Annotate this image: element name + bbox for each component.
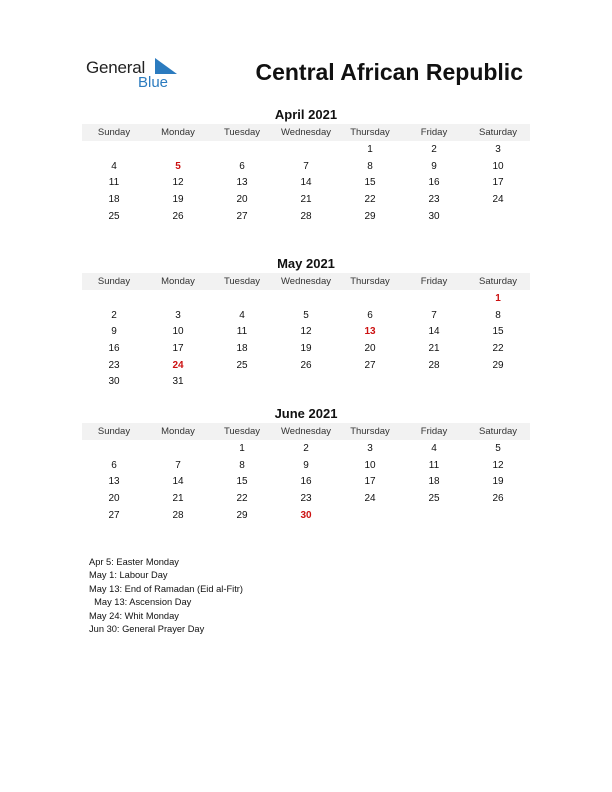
month-june xyxy=(82,405,530,523)
weekday-label: Friday xyxy=(420,426,448,437)
generalblue-logo xyxy=(86,55,186,95)
day-cell: 15 xyxy=(492,326,504,338)
holiday-day-cell: 30 xyxy=(300,509,312,521)
day-cell: 22 xyxy=(492,342,504,354)
day-cell: 25 xyxy=(428,492,440,504)
day-cell: 18 xyxy=(236,342,248,354)
weekday-label: Saturday xyxy=(478,276,518,287)
month-april xyxy=(82,106,530,224)
day-cell: 8 xyxy=(367,160,373,172)
day-cell: 14 xyxy=(172,476,184,488)
week-row xyxy=(82,373,530,390)
week-row xyxy=(82,307,530,324)
weekday-label: Friday xyxy=(420,276,448,287)
week-row xyxy=(82,340,530,357)
weekday-label: Thursday xyxy=(350,426,390,437)
day-cell: 23 xyxy=(300,492,312,504)
day-cell: 11 xyxy=(428,459,440,471)
day-cell: 8 xyxy=(495,309,501,321)
holiday-list xyxy=(89,556,243,636)
week-row xyxy=(82,440,530,457)
day-cell: 30 xyxy=(428,210,440,222)
day-cell: 23 xyxy=(428,193,440,205)
holiday-item: Apr 5: Easter Monday xyxy=(89,557,179,567)
day-cell: 17 xyxy=(172,342,184,354)
day-cell: 29 xyxy=(364,210,376,222)
weekday-label: Thursday xyxy=(350,127,390,138)
day-cell: 28 xyxy=(300,210,312,222)
weekday-label: Sunday xyxy=(97,276,131,287)
month-grid xyxy=(82,141,530,224)
day-cell: 9 xyxy=(303,459,309,471)
week-row xyxy=(82,141,530,158)
weekday-label: Saturday xyxy=(478,127,518,138)
holiday-item: May 24: Whit Monday xyxy=(89,610,179,621)
day-cell: 7 xyxy=(303,160,309,172)
day-cell: 3 xyxy=(367,442,373,454)
day-cell: 25 xyxy=(108,210,120,222)
week-row xyxy=(82,490,530,507)
day-cell: 22 xyxy=(364,193,376,205)
day-cell: 17 xyxy=(364,476,376,488)
day-cell: 30 xyxy=(108,376,120,388)
day-cell: 29 xyxy=(236,509,248,521)
day-cell: 5 xyxy=(495,442,501,454)
day-cell: 15 xyxy=(364,177,376,189)
day-cell: 14 xyxy=(428,326,440,338)
day-cell: 7 xyxy=(431,309,437,321)
holiday-day-cell: 13 xyxy=(364,326,376,338)
weekday-label: Saturday xyxy=(478,426,518,437)
day-cell: 2 xyxy=(303,442,309,454)
day-cell: 14 xyxy=(300,177,312,189)
month-grid xyxy=(82,290,530,390)
day-cell: 21 xyxy=(428,342,440,354)
day-cell: 21 xyxy=(172,492,184,504)
month-title: May 2021 xyxy=(277,256,335,271)
day-cell: 15 xyxy=(236,476,248,488)
weekday-label: Thursday xyxy=(350,276,390,287)
weekday-label: Friday xyxy=(420,127,448,138)
day-cell: 27 xyxy=(236,210,248,222)
weekday-label: Tuesday xyxy=(223,127,261,138)
holiday-item: May 13: End of Ramadan (Eid al-Fitr) xyxy=(89,583,243,594)
day-cell: 19 xyxy=(492,476,504,488)
day-cell: 28 xyxy=(172,509,184,521)
weekday-header xyxy=(82,124,530,141)
day-cell: 4 xyxy=(431,442,437,454)
holiday-item: Jun 30: General Prayer Day xyxy=(89,624,205,635)
day-cell: 27 xyxy=(108,509,120,521)
logo-general-text: General xyxy=(86,58,146,77)
day-cell: 26 xyxy=(492,492,504,504)
holiday-day-cell: 1 xyxy=(495,292,501,304)
day-cell: 4 xyxy=(239,309,245,321)
weekday-label: Tuesday xyxy=(223,276,261,287)
holiday-day-cell: 24 xyxy=(172,359,184,371)
week-row xyxy=(82,357,530,374)
day-cell: 25 xyxy=(236,359,248,371)
weekday-header xyxy=(82,423,530,440)
day-cell: 16 xyxy=(428,177,440,189)
week-row xyxy=(82,473,530,490)
day-cell: 29 xyxy=(492,359,504,371)
day-cell: 27 xyxy=(364,359,376,371)
day-cell: 23 xyxy=(108,359,120,371)
day-cell: 1 xyxy=(367,143,373,155)
day-cell: 3 xyxy=(175,309,181,321)
day-cell: 24 xyxy=(364,492,376,504)
week-row xyxy=(82,290,530,307)
day-cell: 31 xyxy=(172,376,184,388)
holiday-day-cell: 5 xyxy=(175,160,181,172)
week-row xyxy=(82,158,530,175)
week-row xyxy=(82,457,530,474)
weekday-header xyxy=(82,273,530,290)
day-cell: 1 xyxy=(239,442,245,454)
day-cell: 18 xyxy=(428,476,440,488)
week-row xyxy=(82,191,530,208)
day-cell: 5 xyxy=(303,309,309,321)
month-may xyxy=(82,255,530,390)
weekday-label: Monday xyxy=(161,127,195,138)
day-cell: 16 xyxy=(300,476,312,488)
day-cell: 7 xyxy=(175,459,181,471)
day-cell: 11 xyxy=(236,326,248,338)
weekday-label: Monday xyxy=(161,426,195,437)
day-cell: 12 xyxy=(492,459,504,471)
day-cell: 21 xyxy=(300,193,312,205)
day-cell: 6 xyxy=(367,309,373,321)
day-cell: 6 xyxy=(111,459,117,471)
day-cell: 2 xyxy=(431,143,437,155)
holiday-item: May 13: Ascension Day xyxy=(89,597,192,608)
day-cell: 17 xyxy=(492,177,504,189)
day-cell: 11 xyxy=(108,177,120,189)
day-cell: 9 xyxy=(111,326,117,338)
day-cell: 8 xyxy=(239,459,245,471)
weekday-label: Sunday xyxy=(97,426,131,437)
day-cell: 12 xyxy=(172,177,184,189)
weekday-label: Tuesday xyxy=(223,426,261,437)
day-cell: 6 xyxy=(239,160,245,172)
day-cell: 20 xyxy=(108,492,120,504)
day-cell: 20 xyxy=(364,342,376,354)
day-cell: 16 xyxy=(108,342,120,354)
logo-flag-icon xyxy=(155,58,177,74)
day-cell: 24 xyxy=(492,193,504,205)
day-cell: 9 xyxy=(431,160,437,172)
weekday-label: Sunday xyxy=(97,127,131,138)
day-cell: 22 xyxy=(236,492,248,504)
day-cell: 10 xyxy=(172,326,184,338)
weekday-label: Wednesday xyxy=(281,276,331,287)
week-row xyxy=(82,507,530,524)
day-cell: 3 xyxy=(495,143,501,155)
weekday-label: Wednesday xyxy=(281,127,331,138)
day-cell: 10 xyxy=(492,160,504,172)
day-cell: 4 xyxy=(111,160,117,172)
day-cell: 13 xyxy=(236,177,248,189)
day-cell: 13 xyxy=(108,476,120,488)
country-title: Central African Republic xyxy=(255,59,523,85)
day-cell: 12 xyxy=(300,326,312,338)
month-title: June 2021 xyxy=(274,406,338,421)
day-cell: 26 xyxy=(172,210,184,222)
holiday-item: May 1: Labour Day xyxy=(89,570,168,581)
day-cell: 2 xyxy=(111,309,117,321)
day-cell: 20 xyxy=(236,193,248,205)
week-row xyxy=(82,174,530,191)
day-cell: 28 xyxy=(428,359,440,371)
week-row xyxy=(82,208,530,225)
day-cell: 18 xyxy=(108,193,120,205)
weekday-label: Wednesday xyxy=(281,426,331,437)
month-title: April 2021 xyxy=(274,107,338,122)
month-grid xyxy=(82,440,530,523)
day-cell: 19 xyxy=(300,342,312,354)
logo-blue-text: Blue xyxy=(138,74,169,91)
day-cell: 19 xyxy=(172,193,184,205)
week-row xyxy=(82,323,530,340)
day-cell: 10 xyxy=(364,459,376,471)
weekday-label: Monday xyxy=(161,276,195,287)
day-cell: 26 xyxy=(300,359,312,371)
